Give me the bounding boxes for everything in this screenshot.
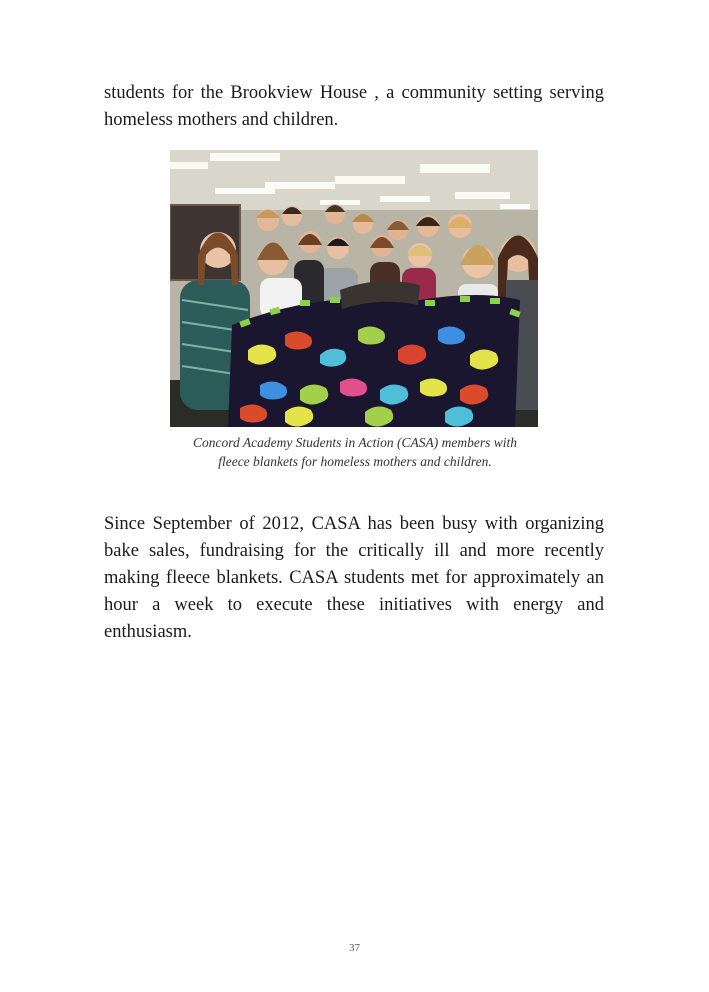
caption-line-1: Concord Academy Students in Action (CASA) members with: [192, 435, 518, 450]
caption-line-2: fleece blankets for homeless mothers and children.: [218, 454, 492, 469]
body-paragraph-bottom: Since September of 2012, CASA has been busy with organizing bake sales, fundraising for the critically ill and more recently making fleece blankets. CASA students met for approximately an hour a week to execute these initiatives with energy and enthusiasm.: [104, 514, 604, 642]
body-paragraph-top: students for the Brookview House , a community setting serving homeless mothers and children.: [104, 83, 604, 130]
group-photo: [170, 150, 538, 427]
page-number: 37: [349, 942, 360, 954]
figure-caption: [150, 433, 560, 471]
